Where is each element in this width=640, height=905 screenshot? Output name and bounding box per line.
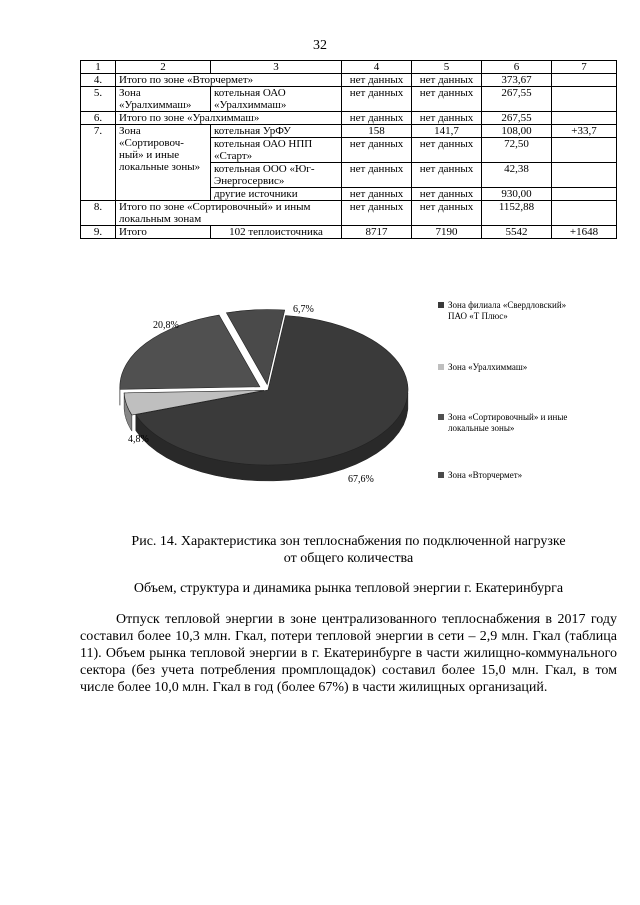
cell-c7: +1648 — [552, 226, 617, 239]
pie-data-label: 6,7% — [293, 304, 314, 315]
table-header-cell: 4 — [342, 61, 412, 74]
cell-c7 — [552, 188, 617, 201]
row-number: 4. — [81, 74, 116, 87]
cell-c7: +33,7 — [552, 125, 617, 138]
row-name: Итого по зоне «Вторчермет» — [116, 74, 342, 87]
page-number: 32 — [313, 38, 327, 53]
row-zone: Итого — [116, 226, 211, 239]
legend-label: Зона «Вторчермет» — [448, 470, 523, 480]
cell-c5: нет данных — [412, 163, 482, 188]
cell-c4: нет данных — [342, 112, 412, 125]
row-number: 6. — [81, 112, 116, 125]
legend-label: Зона «Уралхиммаш» — [448, 362, 528, 372]
row-zone: Зона «Уралхиммаш» — [116, 87, 211, 112]
cell-c6: 42,38 — [482, 163, 552, 188]
legend-swatch — [438, 414, 444, 420]
cell-c6: 5542 — [482, 226, 552, 239]
legend-swatch — [438, 472, 444, 478]
cell-c5: нет данных — [412, 112, 482, 125]
table-header-cell: 2 — [116, 61, 211, 74]
table-row — [81, 74, 617, 87]
cell-c5: нет данных — [412, 188, 482, 201]
cell-c4: нет данных — [342, 188, 412, 201]
pie-chart — [108, 290, 428, 500]
cell-c5: нет данных — [412, 74, 482, 87]
cell-c7 — [552, 138, 617, 163]
legend-swatch — [438, 364, 444, 370]
table-row — [81, 201, 617, 226]
row-source: котельная ОАО «Уралхиммаш» — [211, 87, 342, 112]
row-source: котельная УрФУ — [211, 125, 342, 138]
cell-c7 — [552, 87, 617, 112]
cell-c7 — [552, 201, 617, 226]
cell-c6: 930,00 — [482, 188, 552, 201]
figure-caption-line: Рис. 14. Характеристика зон теплоснабжения по подключенной нагрузке — [131, 534, 566, 549]
row-zone: Зона «Сортировоч-ный» и иные локальные зоны» — [116, 125, 211, 201]
row-source: котельная ООО «Юг-Энергосервис» — [211, 163, 342, 188]
heat-supply-table — [80, 60, 617, 239]
row-number: 8. — [81, 201, 116, 226]
cell-c4: нет данных — [342, 87, 412, 112]
cell-c5: нет данных — [412, 138, 482, 163]
cell-c6: 373,67 — [482, 74, 552, 87]
table-header-cell: 1 — [81, 61, 116, 74]
row-name: Итого по зоне «Уралхиммаш» — [116, 112, 342, 125]
cell-c4: 158 — [342, 125, 412, 138]
table-row — [81, 226, 617, 239]
row-number: 7. — [81, 125, 116, 201]
row-number: 9. — [81, 226, 116, 239]
cell-c6: 1152,88 — [482, 201, 552, 226]
cell-c5: нет данных — [412, 87, 482, 112]
figure-caption-line: от общего количества — [283, 551, 414, 566]
row-source: котельная ОАО НПП «Старт» — [211, 138, 342, 163]
cell-c6: 267,55 — [482, 112, 552, 125]
table-row — [81, 87, 617, 112]
cell-c7 — [552, 112, 617, 125]
pie-data-label: 4,8% — [128, 434, 149, 445]
row-name: Итого по зоне «Сортировочный» и иным локальным зонам — [116, 201, 342, 226]
row-source: другие источники — [211, 188, 342, 201]
cell-c7 — [552, 163, 617, 188]
table-row — [81, 125, 617, 138]
cell-c6: 72,50 — [482, 138, 552, 163]
table-row — [81, 112, 617, 125]
pie-data-label: 20,8% — [153, 320, 179, 331]
cell-c5: нет данных — [412, 201, 482, 226]
table-header-cell: 3 — [211, 61, 342, 74]
row-number: 5. — [81, 87, 116, 112]
cell-c7 — [552, 74, 617, 87]
legend-label: Зона «Сортировочный» и иные локальные зоны» — [448, 412, 568, 433]
table-header-row — [81, 61, 617, 74]
cell-c6: 108,00 — [482, 125, 552, 138]
table-header-cell: 6 — [482, 61, 552, 74]
body-paragraph: Отпуск тепловой энергии в зоне централизованного теплоснабжения в 2017 году составил более 10,3 млн. Гкал, потери тепловой энергии в сети – 2,9 млн. Гкал (таблица 11). Объем рынка тепловой энергии в г. Екатеринбурге в части жилищно-коммунального сектора (без учета потребления промплощадок) составил более 15,0 млн. Гкал, в том числе более 10,0 млн. Гкал в год (более 67%) в части жилищных организаций. — [80, 612, 617, 695]
pie-data-label: 67,6% — [348, 474, 374, 485]
cell-c5: 141,7 — [412, 125, 482, 138]
cell-c4: 8717 — [342, 226, 412, 239]
cell-c4: нет данных — [342, 138, 412, 163]
cell-c4: нет данных — [342, 163, 412, 188]
legend-swatch — [438, 302, 444, 308]
section-title: Объем, структура и динамика рынка тепловой энергии г. Екатеринбурга — [133, 581, 564, 596]
cell-c6: 267,55 — [482, 87, 552, 112]
cell-c4: нет данных — [342, 201, 412, 226]
table-header-cell: 5 — [412, 61, 482, 74]
legend-label: Зона филиала «Свердловский» ПАО «Т Плюс» — [448, 300, 567, 321]
table-header-cell: 7 — [552, 61, 617, 74]
figure-caption — [80, 533, 617, 567]
cell-c5: 7190 — [412, 226, 482, 239]
row-source: 102 теплоисточника — [211, 226, 342, 239]
cell-c4: нет данных — [342, 74, 412, 87]
